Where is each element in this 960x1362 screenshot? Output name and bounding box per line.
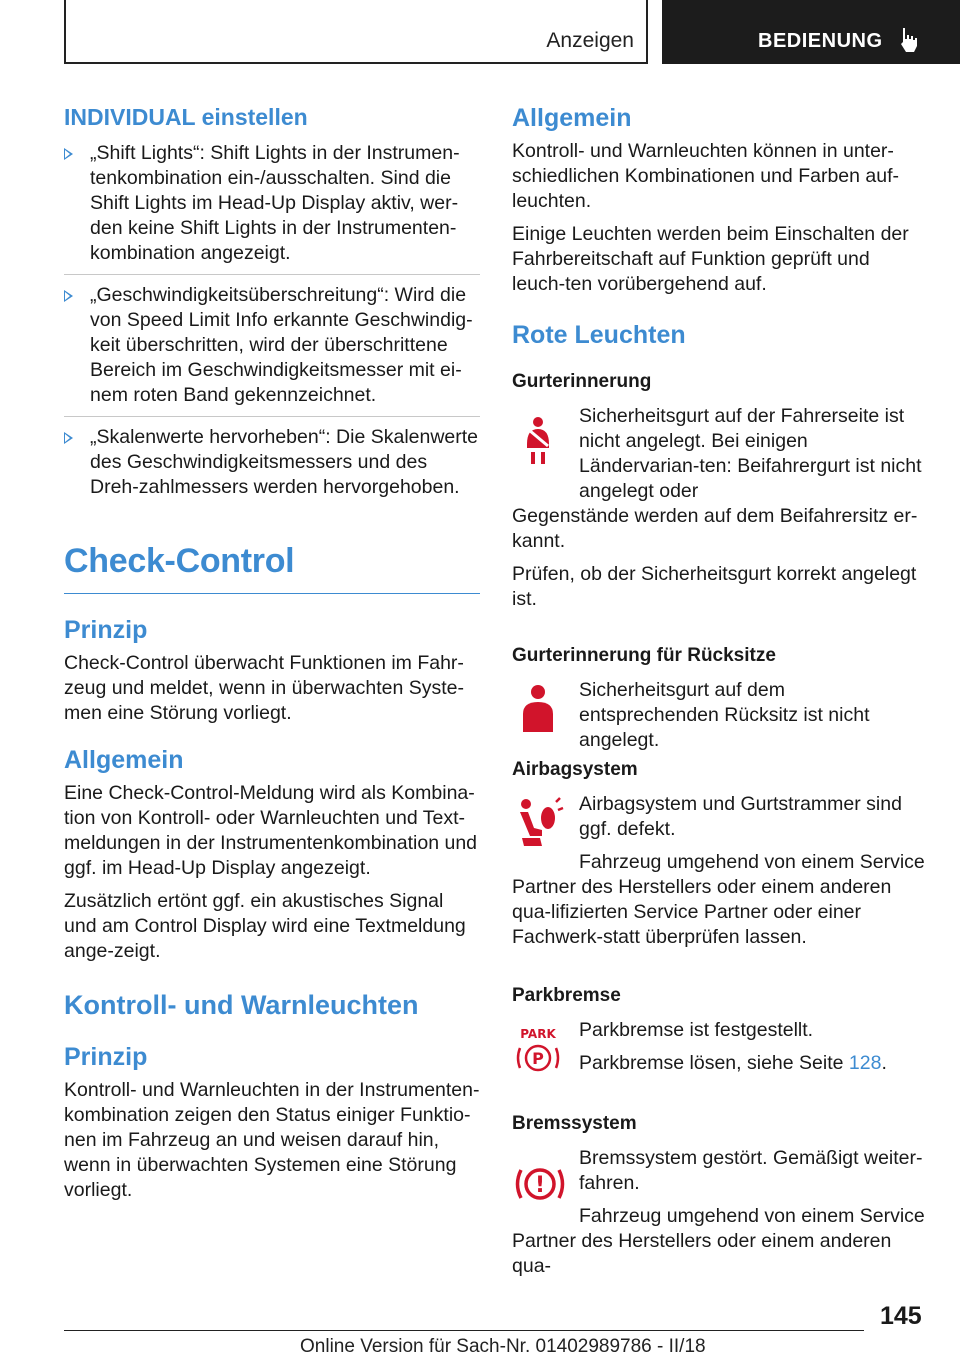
gurt-title: Gurterinnerung: [512, 371, 652, 392]
brems-title: Bremssystem: [512, 1113, 637, 1134]
allgemein-text-1: Eine Check-Control-Meldung wird als Kombina‐tion von Kontroll- oder Warnleuchten und Text‐meldungen in der Instrumentenkombination und ggf. im Head-Up Display angezeigt.: [64, 782, 478, 879]
triangle-bullet-icon: [64, 432, 73, 444]
divider: [64, 274, 480, 275]
gurt-rueck-entry: [512, 678, 928, 751]
individual-heading: INDIVIDUAL einstellen: [64, 104, 308, 130]
gurt-rueck-text: Sicherheitsgurt auf dem entsprechenden Rücksitz ist nicht angelegt.: [579, 679, 870, 751]
page-link-128[interactable]: 128: [848, 1052, 882, 1074]
page-number: 145: [880, 1302, 922, 1330]
title-rule: [64, 593, 480, 594]
section-label: Anzeigen: [546, 29, 634, 52]
allgemein-heading: Allgemein: [64, 746, 184, 774]
prinzip-text: Check-Control überwacht Funktionen im Fahr‐zeug und meldet, wenn in überwachten Syste‐men eine Störung vorliegt.: [64, 652, 464, 724]
airbag-entry: [512, 792, 928, 875]
airbag-text-2b: Partner des Herstellers oder einem anderen qua‐lifizierten Service Partner oder einer Fachwerk‐statt überprüfen lassen.: [512, 876, 892, 948]
park-text-1: Parkbremse ist festgestellt.: [579, 1019, 814, 1041]
airbag-warning-icon: [512, 796, 564, 848]
brake-warning-icon: [512, 1158, 568, 1210]
allgemein-text-right-2: Einige Leuchten werden beim Einschalten der Fahrbereitschaft auf Funktion geprüft und leuch‐ten vorübergehend auf.: [512, 223, 909, 295]
allgemein-text-2: Zusätzlich ertönt ggf. ein akustisches Signal und am Control Display wird eine Textmeldung ange‐zeigt.: [64, 890, 466, 962]
header-chapter-tab: [662, 0, 960, 64]
airbag-text-2a: Fahrzeug umgehend von einem Service: [579, 851, 925, 873]
allgemein-heading-right: Allgemein: [512, 104, 632, 132]
airbag-text-1: Airbagsystem und Gurtstrammer sind ggf. defekt.: [579, 793, 902, 840]
rote-leuchten-heading: Rote Leuchten: [512, 321, 686, 349]
svg-text:!: !: [534, 1173, 546, 1198]
svg-text:P: P: [532, 1049, 544, 1068]
svg-text:PARK: PARK: [520, 1027, 556, 1041]
airbag-title: Airbagsystem: [512, 759, 638, 780]
list-item: „Skalenwerte hervorheben“: Die Skalenwerte des Geschwindigkeitsmessers und des Dreh‐zahlmessers werden hervorgehoben.: [64, 425, 480, 500]
park-entry: [512, 1018, 928, 1084]
kontroll-heading: Kontroll- und Warnleuchten: [64, 990, 419, 1020]
gurt-text: Sicherheitsgurt auf der Fahrerseite ist nicht angelegt. Bei einigen Ländervarian‐ten: Beifahrergurt ist nicht angelegt oder: [579, 405, 922, 502]
header-section-tab: [64, 0, 648, 64]
list-item: „Geschwindigkeitsüberschreitung“: Wird die von Speed Limit Info erkannte Geschwindig‐keit überschritten, wird der überschrittene Bereich im Geschwindigkeitsmesser mit ei‐nem roten Band gekennzeichnet.: [64, 283, 480, 408]
chapter-label: BEDIENUNG: [758, 30, 883, 52]
allgemein-text-right-1: Kontroll- und Warnleuchten können in unter‐schiedlichen Kombinationen und Farben auf‐leuchten.: [512, 140, 900, 212]
check-control-title: Check-Control: [64, 542, 295, 580]
footer-rule: [64, 1330, 864, 1331]
hand-pointer-icon: [898, 26, 924, 54]
prinzip-text-2: Kontroll- und Warnleuchten in der Instrumenten‐kombination zeigen den Status einiger Funktio‐nen im Fahrzeug an und weisen darauf hin, wenn in überwachten Systemen eine Störung vorliegt.: [64, 1079, 480, 1201]
seatbelt-warning-icon: [512, 414, 564, 466]
park-title: Parkbremse: [512, 985, 621, 1006]
gurt-entry: [512, 404, 928, 504]
list-item: „Shift Lights“: Shift Lights in der Instrumen‐tenkombination ein-/ausschalten. Sind die Shift Lights im Head-Up Display aktiv, wer‐den keine Shift Lights in der Instrumenten‐kombination angezeigt.: [64, 141, 480, 266]
divider: [64, 416, 480, 417]
parking-brake-icon: [512, 1024, 564, 1076]
brems-entry: [512, 1146, 928, 1229]
prinzip-heading-2: Prinzip: [64, 1043, 148, 1071]
prinzip-heading: Prinzip: [64, 616, 148, 644]
park-text-2: Parkbremse lösen, siehe Seite 128.: [579, 1052, 887, 1074]
brems-text-2a: Fahrzeug umgehend von einem Service: [579, 1205, 925, 1227]
brems-text-2b: Partner des Herstellers oder einem anderen qua‐: [512, 1230, 892, 1277]
triangle-bullet-icon: [64, 290, 73, 302]
right-column: [512, 100, 928, 1279]
brems-text-1: Bremssystem gestört. Gemäßigt weiter‐fahren.: [579, 1147, 923, 1194]
triangle-bullet-icon: [64, 148, 73, 160]
gurt-text-cont: Gegenstände werden auf dem Beifahrersitz er‐kannt.: [512, 505, 918, 552]
left-column: [64, 100, 480, 1203]
gurt-rueck-title: Gurterinnerung für Rücksitze: [512, 645, 776, 666]
gurt-text-2: Prüfen, ob der Sicherheitsgurt korrekt angelegt ist.: [512, 563, 917, 610]
footer-online-version: Online Version für Sach-Nr. 01402989786 - II/18: [300, 1336, 706, 1357]
rear-seatbelt-icon: [512, 682, 564, 734]
